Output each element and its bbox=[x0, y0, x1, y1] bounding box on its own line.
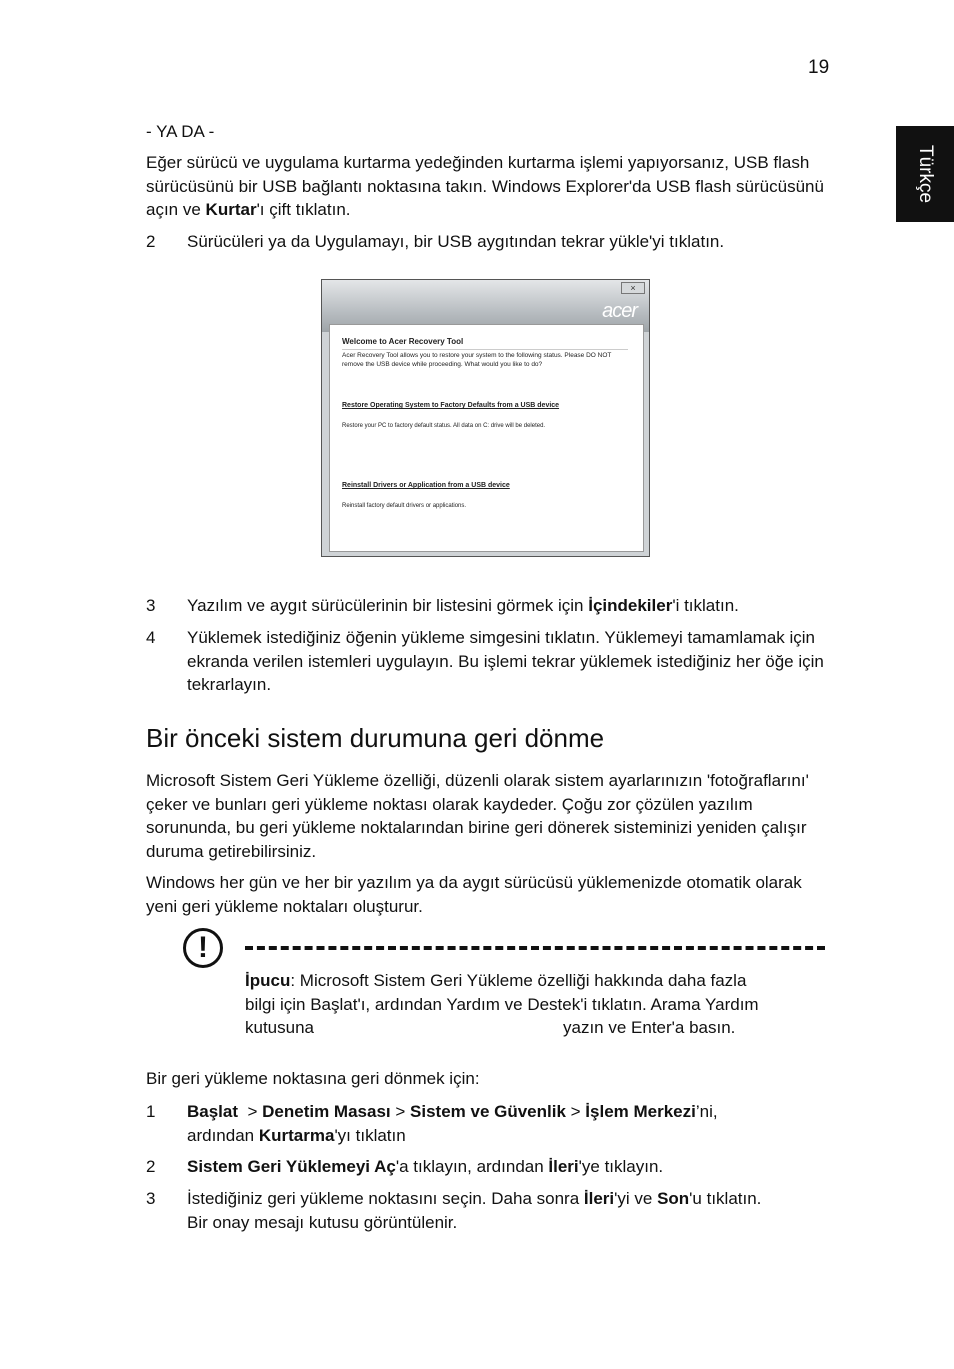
tip-box bbox=[245, 969, 825, 1040]
exclamation-icon: ! bbox=[183, 928, 223, 968]
tip-text: yazın ve Enter'a basın. bbox=[563, 1018, 736, 1037]
step-text-part: 'u tıklatın. bbox=[689, 1189, 762, 1208]
usb-paragraph-bold: Kurtar bbox=[205, 200, 257, 219]
step-text bbox=[187, 1100, 837, 1147]
step-text: Sürücüleri ya da Uygulamayı, bir USB aygıtından tekrar yükle'yi tıklatın. bbox=[187, 232, 725, 251]
section-heading: Bir önceki sistem durumuna geri dönme bbox=[146, 723, 605, 753]
step-bold: Sistem Geri Yüklemeyi Aç bbox=[187, 1157, 396, 1176]
tip-text: kutusuna bbox=[245, 1018, 314, 1037]
step-number: 1 bbox=[146, 1102, 156, 1121]
step-separator: > bbox=[238, 1102, 263, 1121]
step-text bbox=[187, 594, 837, 618]
step-bold: Başlat bbox=[187, 1102, 239, 1121]
step-text bbox=[187, 1155, 837, 1179]
restore-os-description: Restore your PC to factory default status. All data on C: drive will be deleted. bbox=[342, 423, 546, 429]
reinstall-drivers-link[interactable]: Reinstall Drivers or Application from a USB device bbox=[342, 482, 510, 489]
step-text: Yüklemek istediğiniz öğenin yükleme simgesini tıklatın. Yüklemeyi tamamlamak için ekranda verilen istemleri uygulayın. Bu işlemi tekrar yüklemek istediğiniz her öğe için tekrarlayın. bbox=[187, 628, 824, 694]
step-number: 2 bbox=[146, 232, 156, 251]
step-bold: İleri bbox=[583, 1189, 615, 1208]
step-number: 4 bbox=[146, 628, 156, 647]
step-number: 3 bbox=[146, 596, 156, 615]
tip-line: bilgi için Başlat'ı, ardından Yardım ve Destek'i tıklatın. Arama Yardım bbox=[245, 994, 759, 1014]
step-bold: Son bbox=[657, 1189, 690, 1208]
step-bold: Kurtarma bbox=[258, 1125, 335, 1145]
reinstall-drivers-description: Reinstall factory default drivers or applications. bbox=[342, 503, 467, 509]
language-tab-label: Türkçe bbox=[915, 144, 936, 204]
steps-intro: Bir geri yükleme noktasına geri dönmek için: bbox=[146, 1069, 480, 1088]
dashed-divider bbox=[245, 946, 825, 950]
paragraph: Windows her gün ve her bir yazılım ya da aygıt sürücüsü yüklemenizde otomatik olarak yeni geri yükleme noktaları oluşturur. bbox=[146, 873, 802, 916]
step-separator: > bbox=[565, 1102, 586, 1121]
recovery-tool-window bbox=[321, 279, 650, 557]
step-text-part: ’ni, bbox=[695, 1102, 718, 1121]
step-bold: Denetim Masası bbox=[262, 1102, 391, 1121]
step-text-part: 'i tıklatın. bbox=[672, 596, 739, 615]
tip-line bbox=[245, 1016, 825, 1040]
restore-os-link[interactable]: Restore Operating System to Factory Defaults from a USB device bbox=[342, 402, 560, 409]
acer-logo: acer bbox=[602, 300, 637, 322]
welcome-title: Welcome to Acer Recovery Tool bbox=[342, 337, 464, 346]
step-separator: > bbox=[390, 1102, 411, 1121]
step-text bbox=[187, 1187, 837, 1234]
window-content bbox=[329, 324, 644, 552]
paragraph: Microsoft Sistem Geri Yükleme özelliği, düzenli olarak sistem ayarlarınızın 'fotoğraflarını' çeker ve bunları geri yükleme noktası olarak kaydeder. Çoğu zor çözülen yazılım sorununda, bu geri yükleme noktalarından birine geri dönerek sisteminizi yeniden çalışır duruma getirebilirsiniz. bbox=[146, 771, 809, 861]
step-text-part: 'yi ve bbox=[614, 1189, 658, 1208]
or-separator: - YA DA - bbox=[146, 122, 215, 141]
step-line bbox=[187, 1100, 837, 1124]
step-text-part: İstediğiniz geri yükleme noktasını seçin. Daha sonra bbox=[187, 1189, 584, 1208]
step-bold: İleri bbox=[548, 1157, 579, 1176]
step-line bbox=[187, 1187, 837, 1211]
divider bbox=[342, 349, 628, 350]
step-number: 3 bbox=[146, 1189, 156, 1208]
step-text-part: 'a tıklayın, ardından bbox=[395, 1157, 549, 1176]
step-text-part: 'ye tıklayın. bbox=[578, 1157, 664, 1176]
step-bold: Sistem ve Güvenlik bbox=[410, 1102, 566, 1121]
step-text-part: 'yı tıklatın bbox=[334, 1125, 406, 1145]
usb-paragraph-text: Eğer sürücü ve uygulama kurtarma yedeğinden kurtarma işlemi yapıyorsanız, USB flash sürücüsünü bir USB bağlantı noktasına takın. Windows Explorer'da USB flash sürücüsünü açın ve bbox=[146, 153, 824, 219]
step-bold: İşlem Merkezi bbox=[585, 1102, 696, 1121]
step-text-part: Yazılım ve aygıt sürücülerinin bir listesini görmek için bbox=[187, 596, 589, 615]
step-text-part: ardından bbox=[187, 1125, 259, 1145]
tip-text: : Microsoft Sistem Geri Yükleme özelliği hakkında daha fazla bbox=[290, 971, 747, 990]
usb-paragraph bbox=[146, 151, 836, 222]
page-number: 19 bbox=[808, 57, 830, 78]
tip-line bbox=[245, 969, 825, 993]
language-tab bbox=[896, 126, 954, 222]
usb-paragraph-text-end: 'ı çift tıklatın. bbox=[256, 200, 351, 219]
close-button[interactable]: × bbox=[621, 282, 645, 294]
intro-text: Acer Recovery Tool allows you to restore your system to the following status. Please DO NOT remove the USB device while proceeding. What would you like to do? bbox=[342, 352, 612, 368]
step-line bbox=[187, 1124, 837, 1148]
tip-label: İpucu bbox=[245, 971, 291, 990]
step-number: 2 bbox=[146, 1157, 156, 1176]
step-line: Bir onay mesajı kutusu görüntülenir. bbox=[187, 1212, 458, 1232]
step-text-bold: İçindekiler bbox=[588, 596, 673, 615]
